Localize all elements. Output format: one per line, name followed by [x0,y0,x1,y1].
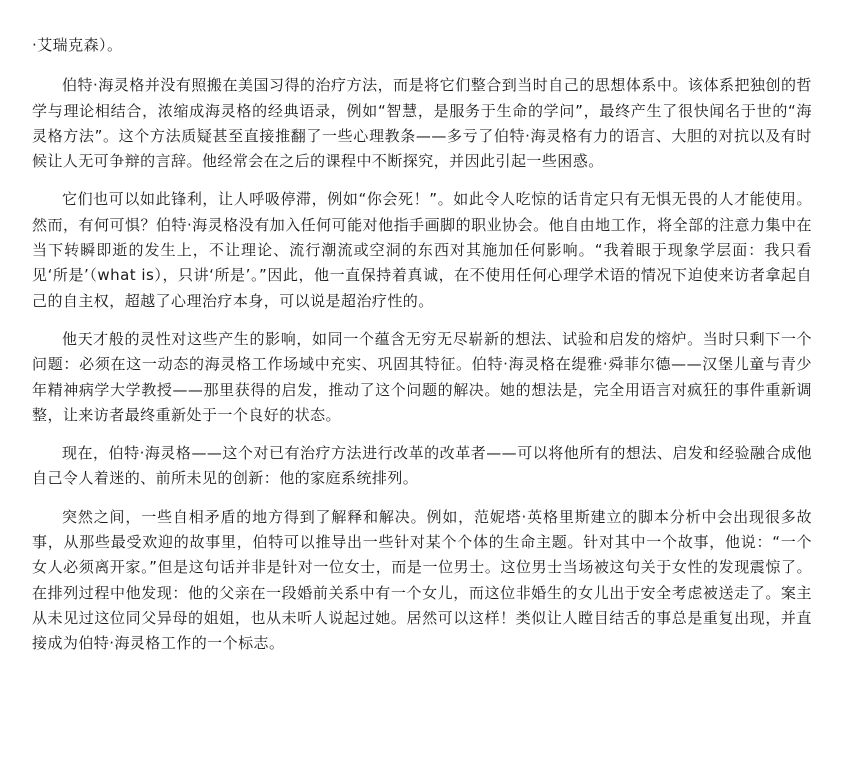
paragraph-5: 突然之间，一些自相矛盾的地方得到了解释和解决。例如，范妮塔·英格里斯建立的脚本分析中会出现很多故事，从那些最受欢迎的故事里，伯特可以推导出一些针对某个个体的生命主题。针对其中一个故事，他说：“一个女人必须离开家。”但是这句话并非是针对一位女士，而是一位男士。这位男士当场被这句关于女性的发现震惊了。在排列过程中他发现：他的父亲在一段婚前关系中有一个女儿，而这位非婚生的女儿出于安全考虑被送走了。案主从未见过这位同父异母的姐姐，也从未听人说起过她。居然可以这样！类似让人瞠目结舌的事总是重复出现，并直接成为伯特·海灵格工作的一个标志。 [32,507,812,653]
paragraph-1: 伯特·海灵格并没有照搬在美国习得的治疗方法，而是将它们整合到当时自己的思想体系中。该体系把独创的哲学与理论相结合，浓缩成海灵格的经典语录，例如“智慧，是服务于生命的学问”，最终产生了很快闻名于世的“海灵格方法”。这个方法质疑甚至直接推翻了一些心理教条——多亏了伯特·海灵格有力的语言、大胆的对抗以及有时候让人无可争辩的言辞。他经常会在之后的课程中不断探究，并因此引起一些困惑。 [32,76,812,171]
paragraph-3: 他天才般的灵性对这些产生的影响，如同一个蕴含无穷无尽崭新的想法、试验和启发的熔炉。当时只剩下一个问题：必须在这一动态的海灵格工作场域中充实、巩固其特征。伯特·海灵格在缇雅·舜菲尔德——汉堡儿童与青少年精神病学大学教授——那里获得的启发，推动了这个问题的解决。她的想法是，完全用语言对疯狂的事件重新调整，让来访者最终重新处于一个良好的状态。 [32,329,812,424]
paragraph-continuation: ·艾瑞克森）。 [32,36,123,54]
paragraph-4: 现在，伯特·海灵格——这个对已有治疗方法进行改革的改革者——可以将他所有的想法、启发和经验融合成他自己令人着迷的、前所未见的创新：他的家庭系统排列。 [32,444,812,488]
paragraph-2: 它们也可以如此锋利，让人呼吸停滞，例如“你会死！”。如此令人吃惊的话肯定只有无惧无畏的人才能使用。然而，有何可惧？伯特·海灵格没有加入任何可能对他指手画脚的职业协会。他自由地工作，将全部的注意力集中在当下转瞬即逝的发生上，不让理论、流行潮流或空洞的东西对其施加任何影响。“我着眼于现象学层面：我只看见‘所是’（what is），只讲‘所是’。”因此，他一直保持着真诚，在不使用任何心理学术语的情况下迫使来访者拿起自己的自主权，超越了心理治疗本身，可以说是超治疗性的。 [32,190,812,310]
document-page [32,33,812,670]
